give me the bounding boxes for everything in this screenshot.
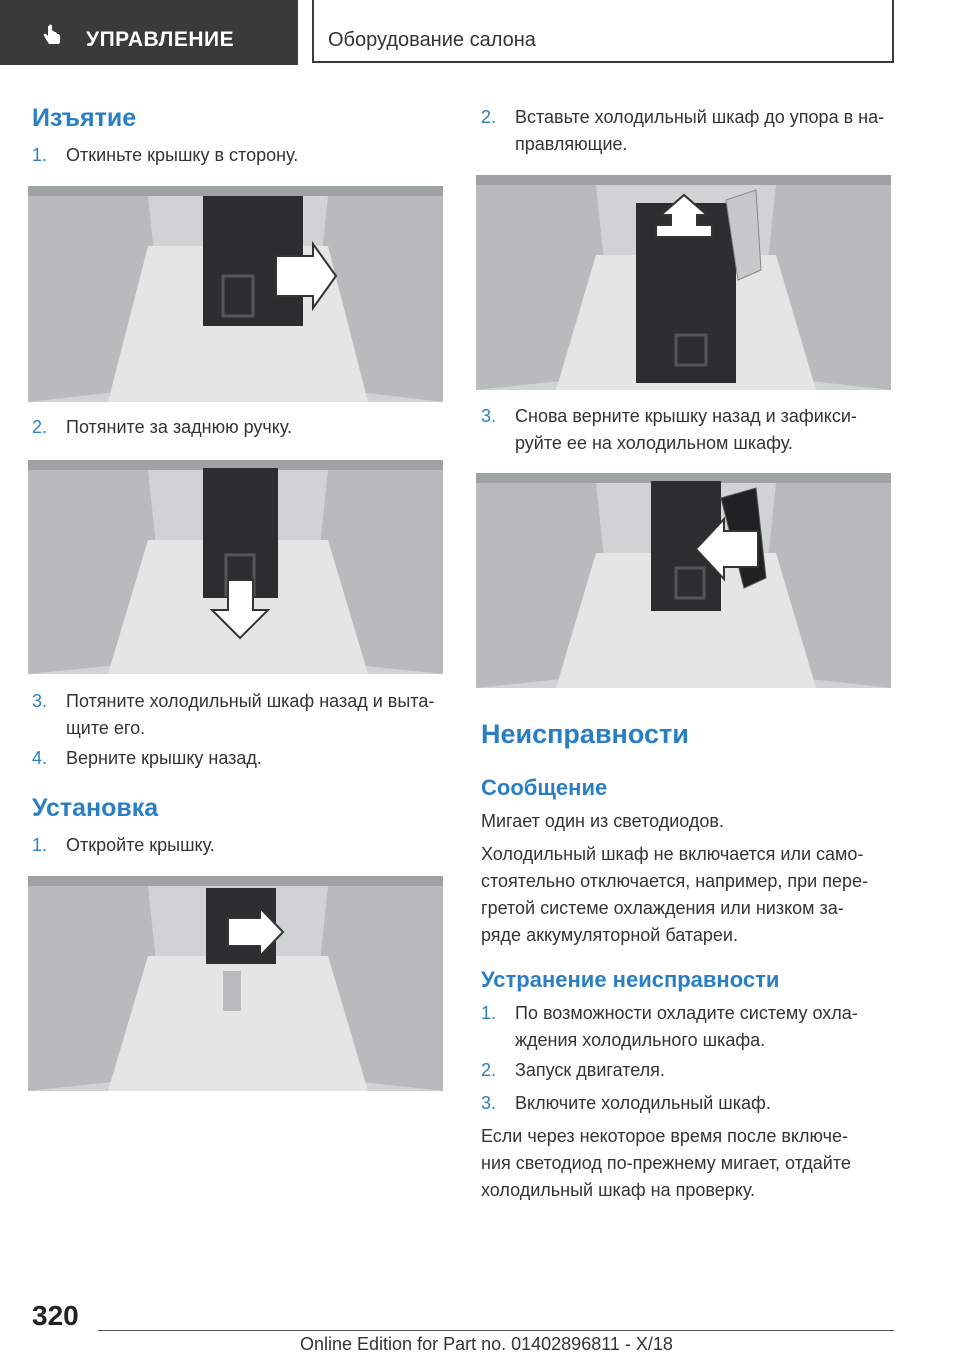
message-text: Мигает один из светодиодов. [481, 811, 724, 831]
section-label: Оборудование салона [328, 29, 536, 51]
footer-divider [98, 1330, 894, 1331]
section-header [312, 0, 894, 63]
paragraph-line: холодильный шкаф на проверку. [481, 1180, 756, 1200]
step-text-line: Потяните холодильный шкаф назад и выта- [66, 691, 435, 711]
step-number: 1. [32, 835, 48, 855]
step-text-line: руйте ее на холодильном шкафу. [515, 433, 793, 453]
step-text: Запуск двигателя. [515, 1060, 665, 1080]
step-text [515, 104, 884, 158]
step-text: Откиньте крышку в сторону. [66, 145, 299, 165]
step-number: 2. [32, 417, 48, 437]
step-text-line: правляющие. [515, 134, 628, 154]
step-text [66, 688, 434, 742]
step-text: Верните крышку назад. [66, 748, 262, 768]
paragraph-line: Холодильный шкаф не включается или само- [481, 844, 864, 864]
fix-heading: Устранение неисправности [481, 967, 780, 992]
step-text: Откройте крышку. [66, 835, 215, 855]
photo-flip-lid [28, 186, 443, 402]
chapter-label: УПРАВЛЕНИЕ [86, 28, 235, 51]
step-number: 1. [481, 1003, 497, 1023]
step-text: Потяните за заднюю ручку. [66, 417, 293, 437]
step-number: 1. [32, 145, 48, 165]
faults-heading: Неисправности [481, 719, 689, 749]
final-note [481, 1123, 921, 1204]
hand-pointer-icon [40, 24, 64, 48]
removal-step-3 [32, 688, 452, 742]
paragraph-line: Если через некоторое время после включе- [481, 1126, 848, 1146]
page-number: 320 [32, 1300, 79, 1331]
message-detail [481, 841, 921, 949]
step-number: 2. [481, 107, 497, 127]
step-text-line: Вставьте холодильный шкаф до упора в на- [515, 107, 885, 127]
removal-step-1 [32, 142, 452, 169]
message-heading: Сообщение [481, 775, 608, 800]
install-step-1 [32, 832, 452, 859]
step-text-line: По возможности охладите систему охла- [515, 1003, 858, 1023]
photo-insert-fridge [476, 175, 891, 390]
step-text [515, 1000, 858, 1054]
step-number: 3. [481, 406, 497, 426]
paragraph-line: ряде аккумуляторной батареи. [481, 925, 738, 945]
photo-open-lid [28, 876, 443, 1091]
chapter-tab[interactable] [0, 0, 298, 65]
step-number: 3. [32, 691, 48, 711]
edition-note: Online Edition for Part no. 01402896811 - X/18 [300, 1334, 673, 1354]
step-text: Включите холодильный шкаф. [515, 1093, 771, 1113]
install-step-3 [481, 403, 901, 457]
paragraph-line: стоятельно отключается, например, при пере- [481, 871, 868, 891]
step-text-line: ждения холодильного шкафа. [515, 1030, 766, 1050]
step-number: 4. [32, 748, 48, 768]
removal-heading: Изъятие [32, 104, 137, 132]
photo-pull-handle [28, 460, 443, 674]
photo-close-lid [476, 473, 891, 688]
fix-step-1 [481, 1000, 901, 1054]
removal-step-4 [32, 745, 452, 772]
step-text-line: щите его. [66, 718, 146, 738]
fix-step-3 [481, 1090, 901, 1117]
fix-step-2 [481, 1057, 901, 1084]
step-number: 3. [481, 1093, 497, 1113]
removal-step-2 [32, 414, 452, 441]
paragraph-line: гретой системе охлаждения или низком за- [481, 898, 844, 918]
install-heading: Установка [32, 794, 159, 822]
paragraph-line: ния светодиод по-прежнему мигает, отдайте [481, 1153, 851, 1173]
step-text [515, 403, 857, 457]
install-step-2 [481, 104, 901, 158]
step-text-line: Снова верните крышку назад и зафикси- [515, 406, 857, 426]
step-number: 2. [481, 1060, 497, 1080]
